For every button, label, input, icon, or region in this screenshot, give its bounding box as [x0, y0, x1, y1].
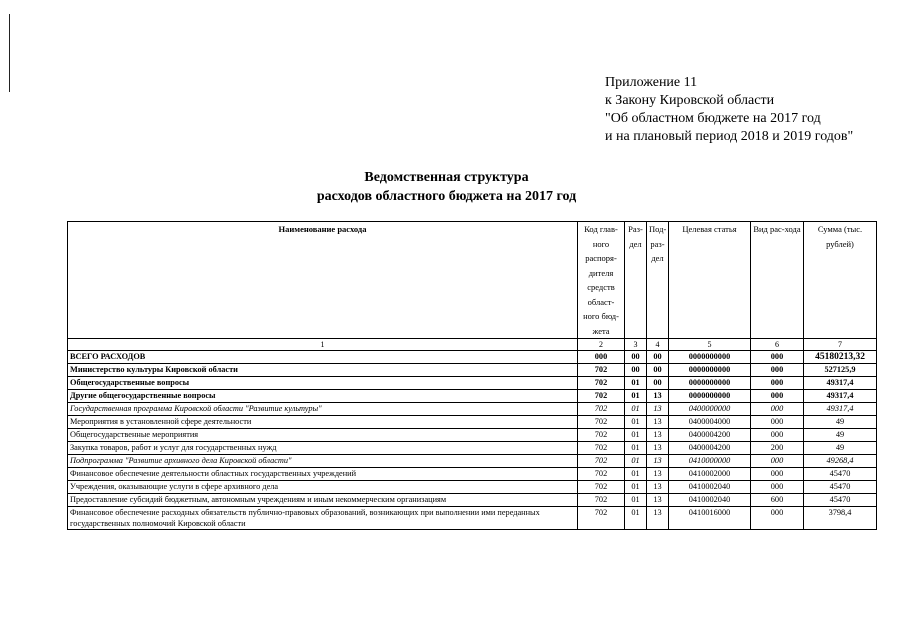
- row-name: Финансовое обеспечение деятельности областных государственных учреждений: [68, 468, 578, 481]
- row-section: 01: [625, 416, 647, 429]
- title-line-1: Ведомственная структура: [364, 170, 529, 185]
- row-section: 00: [625, 364, 647, 377]
- row-code: 702: [578, 494, 625, 507]
- page-margin-line: [9, 14, 10, 92]
- row-sum: 49: [804, 442, 877, 455]
- row-section: 01: [625, 429, 647, 442]
- row-target: 0410002040: [669, 494, 751, 507]
- row-sum: 49317,4: [804, 377, 877, 390]
- row-target: 0000000000: [669, 390, 751, 403]
- row-target: 0000000000: [669, 377, 751, 390]
- row-name: Финансовое обеспечение расходных обязательств публично-правовых образований, возникающих при выполнении ими переданных государственных полномочий Кировской области: [68, 507, 578, 530]
- row-target: 0400004200: [669, 429, 751, 442]
- column-number: 7: [804, 339, 877, 351]
- row-code: 702: [578, 429, 625, 442]
- header-sum: Сумма (тыс. рублей): [804, 222, 877, 339]
- annex-line-4: и на плановый период 2018 и 2019 годов": [605, 129, 854, 144]
- table-row: [68, 494, 877, 507]
- row-sum: 49268,4: [804, 455, 877, 468]
- table-row: [68, 455, 877, 468]
- row-code: 702: [578, 442, 625, 455]
- row-type: 000: [751, 364, 804, 377]
- row-section: 01: [625, 494, 647, 507]
- row-sum: 49: [804, 416, 877, 429]
- table-row: [68, 442, 877, 455]
- row-sum: 49317,4: [804, 403, 877, 416]
- row-section: 00: [625, 351, 647, 364]
- header-name: Наименование расхода: [68, 222, 578, 339]
- column-number-row: [68, 339, 877, 351]
- budget-table: [67, 221, 877, 530]
- row-subsection: 13: [647, 442, 669, 455]
- table-row: [68, 481, 877, 494]
- row-sum: 527125,9: [804, 364, 877, 377]
- row-subsection: 13: [647, 403, 669, 416]
- row-subsection: 13: [647, 507, 669, 530]
- row-section: 01: [625, 442, 647, 455]
- row-type: 000: [751, 377, 804, 390]
- annex-line-3: "Об областном бюджете на 2017 год: [605, 111, 821, 126]
- row-code: 702: [578, 390, 625, 403]
- row-type: 000: [751, 507, 804, 530]
- column-number: 1: [68, 339, 578, 351]
- row-type: 000: [751, 390, 804, 403]
- title-line-2: расходов областного бюджета на 2017 год: [316, 189, 577, 204]
- annex-line-1: Приложение 11: [605, 75, 698, 90]
- row-code: 702: [578, 468, 625, 481]
- row-section: 01: [625, 403, 647, 416]
- row-code: 702: [578, 481, 625, 494]
- row-subsection: 13: [647, 416, 669, 429]
- row-name: Закупка товаров, работ и услуг для государственных нужд: [68, 442, 578, 455]
- row-name: Другие общегосударственные вопросы: [68, 390, 578, 403]
- row-target: 0000000000: [669, 351, 751, 364]
- row-code: 702: [578, 416, 625, 429]
- row-type: 200: [751, 442, 804, 455]
- header-section: Раз-дел: [625, 222, 647, 339]
- row-type: 600: [751, 494, 804, 507]
- table-row: [68, 390, 877, 403]
- row-subsection: 00: [647, 364, 669, 377]
- row-target: 0410016000: [669, 507, 751, 530]
- row-section: 01: [625, 507, 647, 530]
- row-section: 01: [625, 390, 647, 403]
- annex-line-2: к Закону Кировской области: [605, 93, 775, 108]
- row-code: 702: [578, 403, 625, 416]
- row-subsection: 13: [647, 481, 669, 494]
- row-target: 0410002040: [669, 481, 751, 494]
- row-sum: 45470: [804, 468, 877, 481]
- row-name: Общегосударственные мероприятия: [68, 429, 578, 442]
- row-type: 000: [751, 429, 804, 442]
- row-sum: 49: [804, 429, 877, 442]
- row-sum: 45470: [804, 494, 877, 507]
- table-row: [68, 507, 877, 530]
- row-section: 01: [625, 481, 647, 494]
- row-target: 0410002000: [669, 468, 751, 481]
- row-subsection: 13: [647, 468, 669, 481]
- header-code: Код глав-ного распоря-дителя средств област-ного бюд-жета: [578, 222, 625, 339]
- row-sum: 45470: [804, 481, 877, 494]
- header-subsection: Под-раз-дел: [647, 222, 669, 339]
- table-row: [68, 468, 877, 481]
- header-target: Целевая статья: [669, 222, 751, 339]
- row-name: Общегосударственные вопросы: [68, 377, 578, 390]
- table-row: [68, 351, 877, 364]
- header-type: Вид рас-хода: [751, 222, 804, 339]
- row-name: Министерство культуры Кировской области: [68, 364, 578, 377]
- row-target: 0000000000: [669, 364, 751, 377]
- column-number: 3: [625, 339, 647, 351]
- table-row: [68, 416, 877, 429]
- row-subsection: 13: [647, 455, 669, 468]
- header-row: [68, 222, 877, 339]
- row-subsection: 13: [647, 390, 669, 403]
- row-subsection: 00: [647, 351, 669, 364]
- row-name: Государственная программа Кировской области "Развитие культуры": [68, 403, 578, 416]
- row-code: 702: [578, 364, 625, 377]
- column-number: 5: [669, 339, 751, 351]
- table-row: [68, 429, 877, 442]
- row-type: 000: [751, 351, 804, 364]
- row-code: 702: [578, 377, 625, 390]
- row-name: Предоставление субсидий бюджетным, автономным учреждениям и иным некоммерческим организациям: [68, 494, 578, 507]
- row-code: 000: [578, 351, 625, 364]
- row-type: 000: [751, 468, 804, 481]
- row-target: 0410000000: [669, 455, 751, 468]
- table-row: [68, 364, 877, 377]
- row-type: 000: [751, 416, 804, 429]
- column-number: 2: [578, 339, 625, 351]
- table-row: [68, 403, 877, 416]
- row-section: 01: [625, 455, 647, 468]
- row-subsection: 00: [647, 377, 669, 390]
- row-name: Подпрограмма "Развитие архивного дела Кировской области": [68, 455, 578, 468]
- table-row: [68, 377, 877, 390]
- row-subsection: 13: [647, 494, 669, 507]
- row-code: 702: [578, 455, 625, 468]
- row-subsection: 13: [647, 429, 669, 442]
- row-section: 01: [625, 468, 647, 481]
- document-title: [0, 168, 905, 206]
- row-name: Учреждения, оказывающие услуги в сфере архивного дела: [68, 481, 578, 494]
- column-number: 4: [647, 339, 669, 351]
- row-name: Мероприятия в установленной сфере деятельности: [68, 416, 578, 429]
- row-target: 0400004000: [669, 416, 751, 429]
- annex-header: [605, 74, 853, 146]
- row-name: ВСЕГО РАСХОДОВ: [68, 351, 578, 364]
- row-target: 0400004200: [669, 442, 751, 455]
- row-type: 000: [751, 455, 804, 468]
- row-sum: 3798,4: [804, 507, 877, 530]
- row-type: 000: [751, 481, 804, 494]
- row-code: 702: [578, 507, 625, 530]
- row-sum: 49317,4: [804, 390, 877, 403]
- row-sum: 45180213,32: [804, 351, 877, 364]
- column-number: 6: [751, 339, 804, 351]
- row-type: 000: [751, 403, 804, 416]
- row-target: 0400000000: [669, 403, 751, 416]
- row-section: 01: [625, 377, 647, 390]
